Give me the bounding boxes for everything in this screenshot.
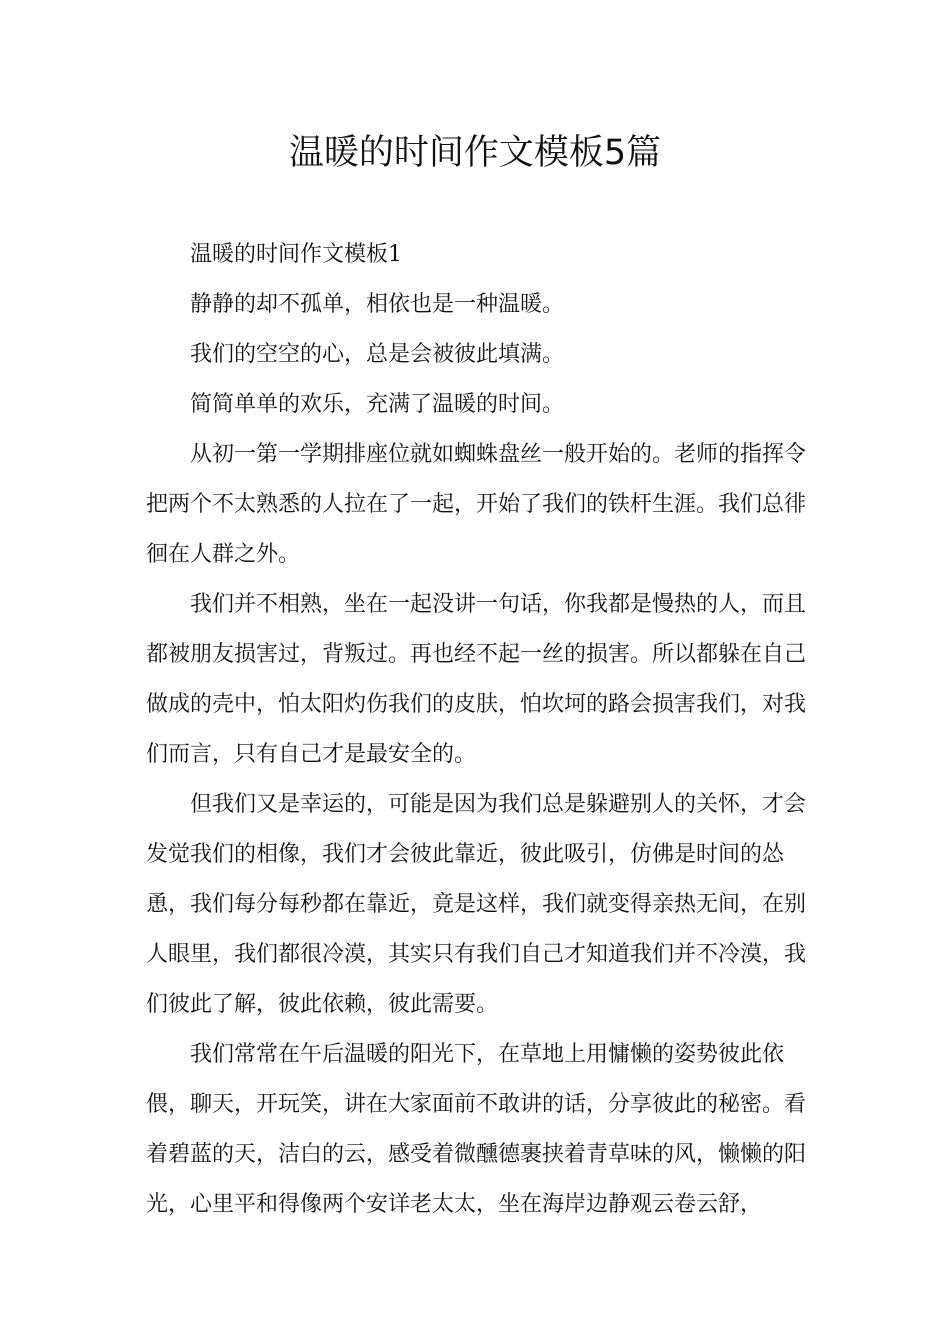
paragraph: 但我们又是幸运的，可能是因为我们总是躲避别人的关怀，才会发觉我们的相像，我们才会彼此靠近，彼此吸引，仿佛是时间的怂恿，我们每分每秒都在靠近，竟是这样，我们就变得亲热无间，在别人眼里，我们都很冷漠，其实只有我们自己才知道我们并不冷漠，我们彼此了解，彼此依赖，彼此需要。: [146, 792, 807, 1017]
paragraph: 我们并不相熟，坐在一起没讲一句话，你我都是慢热的人，而且都被朋友损害过，背叛过。再也经不起一丝的损害。所以都躲在自己做成的壳中，怕太阳灼伤我们的皮肤，怕坎坷的路会损害我们，对我们而言，只有自己才是最安全的。: [146, 592, 807, 767]
paragraph: 我们常常在午后温暖的阳光下，在草地上用慵懒的姿势彼此依偎，聊天，开玩笑，讲在大家面前不敢讲的话，分享彼此的秘密。看着碧蓝的天，洁白的云，感受着微醺德裹挟着青草味的风，懒懒的阳光，心里平和得像两个安详老太太，坐在海岸边静观云卷云舒，: [146, 1042, 807, 1217]
paragraph: 我们的空空的心，总是会被彼此填满。: [190, 342, 565, 367]
paragraph: 静静的却不孤单，相依也是一种温暖。: [190, 292, 565, 317]
page-title: 温暖的时间作文模板5篇: [288, 133, 662, 173]
paragraph-subtitle: 温暖的时间作文模板1: [190, 242, 402, 267]
paragraph: 简简单单的欢乐，充满了温暖的时间。: [190, 392, 565, 417]
document-body: [146, 230, 814, 1230]
paragraph: 从初一第一学期排座位就如蜘蛛盘丝一般开始的。老师的指挥令把两个不太熟悉的人拉在了一起，开始了我们的铁杆生涯。我们总徘徊在人群之外。: [146, 442, 807, 567]
